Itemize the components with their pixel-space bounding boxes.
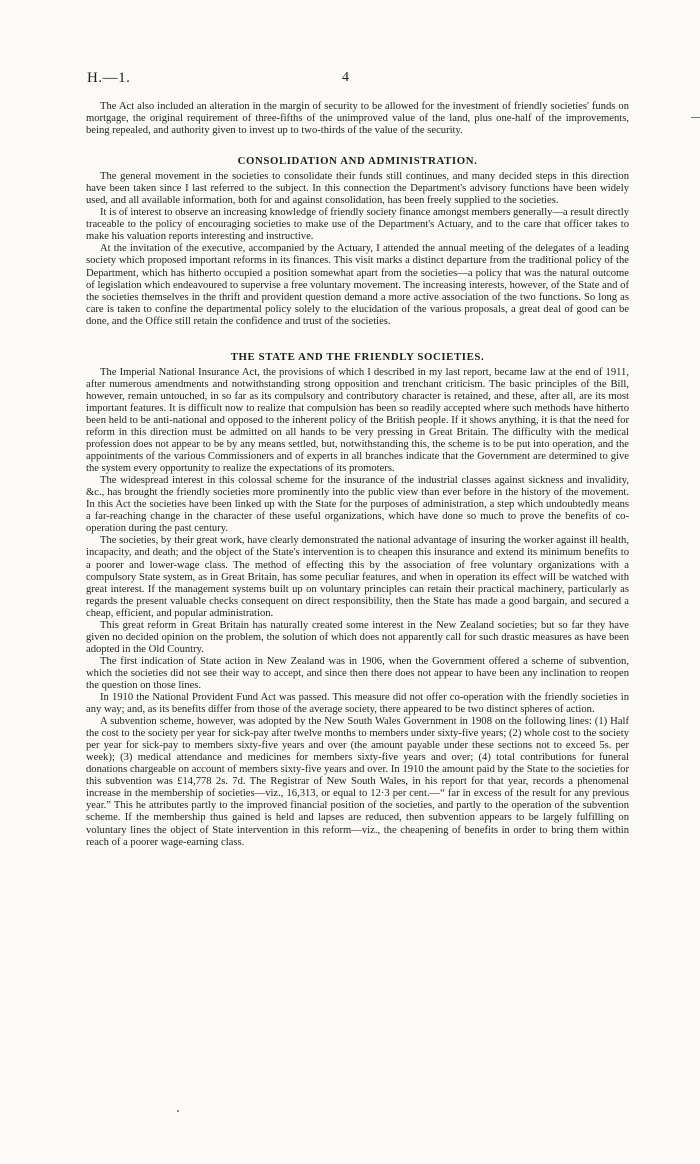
- paragraph: It is of interest to observe an increasing knowledge of friendly society finance amongst members generally—a result directly traceable to the policy of encouraging societies to make use of the Department's Actuary, and to the care that officer takes to make his valuation reports interesting and instructive.: [86, 207, 629, 243]
- paragraph: At the invitation of the executive, accompanied by the Actuary, I attended the annual meeting of the delegates of a leading society which proposed important reforms in its finances. This visit marks a distinct departure from the traditional policy of the Department, which has hitherto occupied a position somewhat apart from the societies—a policy that was the natural outcome of legislation which endeavoured to supervise a free voluntary movement. The increasing interests, however, of the State and of the societies themselves in the thrift and provident question demand a more active association of the two functions. So long as care is taken to confine the departmental policy solely to the elucidation of the various proposals, a great deal of good can be done, and the Office still retain the confidence and trust of the societies.: [86, 243, 629, 327]
- page-number: 4: [342, 70, 349, 85]
- section-heading-state-friendly-societies: THE STATE AND THE FRIENDLY SOCIETIES.: [230, 350, 485, 363]
- document-id: H.—1.: [87, 70, 131, 86]
- paragraph: In 1910 the National Provident Fund Act was passed. This measure did not offer co-operation with the friendly societies in any way; and, as its benefits differ from those of the average society, there appeared to be two distinct spheres of action.: [86, 692, 629, 716]
- stray-mark: [177, 1110, 179, 1112]
- paragraph: The societies, by their great work, have clearly demonstrated the national advantage of insuring the worker against ill health, incapacity, and death; and the object of the State's intervention is to cheapen this insurance and extend its minimum benefits to a poorer and lower-wage class. The method of effecting this by the association of free voluntary organizations with a compulsory State system, as in Great Britain, has some peculiar features, and when in operation its effect will be watched with great interest. If the management systems built up on voluntary principles can retain their practical machinery, particularly as regards the present valuable checks consequent on direct responsibility, then the State has made a good bargain, and secured a cheap, efficient, and popular administration.: [86, 535, 629, 619]
- margin-mark: [691, 117, 700, 118]
- paragraph: The first indication of State action in New Zealand was in 1906, when the Government offered a scheme of subvention, which the societies did not see their way to accept, and since then there does not appear to have been any inclination to reopen the question on those lines.: [86, 655, 629, 691]
- paragraph: The widespread interest in this colossal scheme for the insurance of the industrial classes against sickness and invalidity, &c., has brought the friendly societies more prominently into the public view than ever before in the history of the movement. In this Act the societies have been linked up with the State for the purposes of administration, a step which undoubtedly means a far-reaching change in the character of these useful organizations, which have done so much to prove the benefits of co-operation during the past century.: [86, 475, 629, 535]
- paragraph: The Act also included an alteration in the margin of security to be allowed for the investment of friendly societies' funds on mortgage, the original requirement of three-fifths of the unimproved value of the land, plus one-half of the improvements, being repealed, and authority given to invest up to two-thirds of the value of the security.: [86, 101, 629, 137]
- paragraph: This great reform in Great Britain has naturally created some interest in the New Zealand societies; but so far they have given no decided opinion on the problem, the solution of which does not apparently call for such drastic measures as have been adopted in the Old Country.: [86, 619, 629, 655]
- paragraph: The Imperial National Insurance Act, the provisions of which I described in my last report, became law at the end of 1911, after numerous amendments and notwithstanding strong opposition and trenchant criticism. The basic principles of the Bill, however, remain untouched, in so far as its compulsory and contributory character is retained, and these, after all, are its most important features. It is difficult now to realize that compulsion has been so readily accepted where such methods have hitherto been held to be anti-national and opposed to the inherent policy of the British people. If it shows anything, it is that the need for reform in this direction must be admitted on all hands to be very pressing in Great Britain. The difficulty with the medical profession does not appear to be by any means settled, but, notwithstanding this, the scheme is to be put into operation, and the appointments of the various Commissioners and of experts in all branches indicate that the Government are determined to give the system every opportunity to realize the expectations of its promoters.: [86, 366, 629, 475]
- paragraph: A subvention scheme, however, was adopted by the New South Wales Government in 1908 on the following lines: (1) Half the cost to the society per year for sick-pay after twelve months to members under sixty-five years; (2) whole cost to the society per year for sick-pay to members sixty-five years and over (the amount payable under these sections not to exceed 5s. per week); (3) medical attendance and medicines for members sixty-five years and over; (4) total contributions for funeral donations chargeable on account of members sixty-five years and over. In 1910 the amount paid by the State to the societies for this subvention was £14,778 2s. 7d. The Registrar of New South Wales, in his report for that year, records a phenomenal increase in the membership of societies—viz., 16,313, or equal to 12·3 per cent.—“ far in excess of the result for any previous year.” This he attributes partly to the improved financial position of the societies, and partly to the operation of the subvention scheme. If the membership thus gained is held and lapses are reduced, then subvention appears to be largely fulfilling on voluntary lines the object of State intervention in this reform—viz., the cheapening of benefits in order to bring them within reach of a poorer wage-earning class.: [86, 716, 629, 848]
- section-heading-consolidation: CONSOLIDATION AND ADMINISTRATION.: [237, 155, 478, 168]
- paragraph: The general movement in the societies to consolidate their funds still continues, and many decided steps in this direction have been taken since I last referred to the subject. In this connection the Department's advisory functions have been widely used, and all available information, both for and against consolidation, has been freely supplied to the societies.: [86, 171, 629, 207]
- body-text: [86, 101, 629, 849]
